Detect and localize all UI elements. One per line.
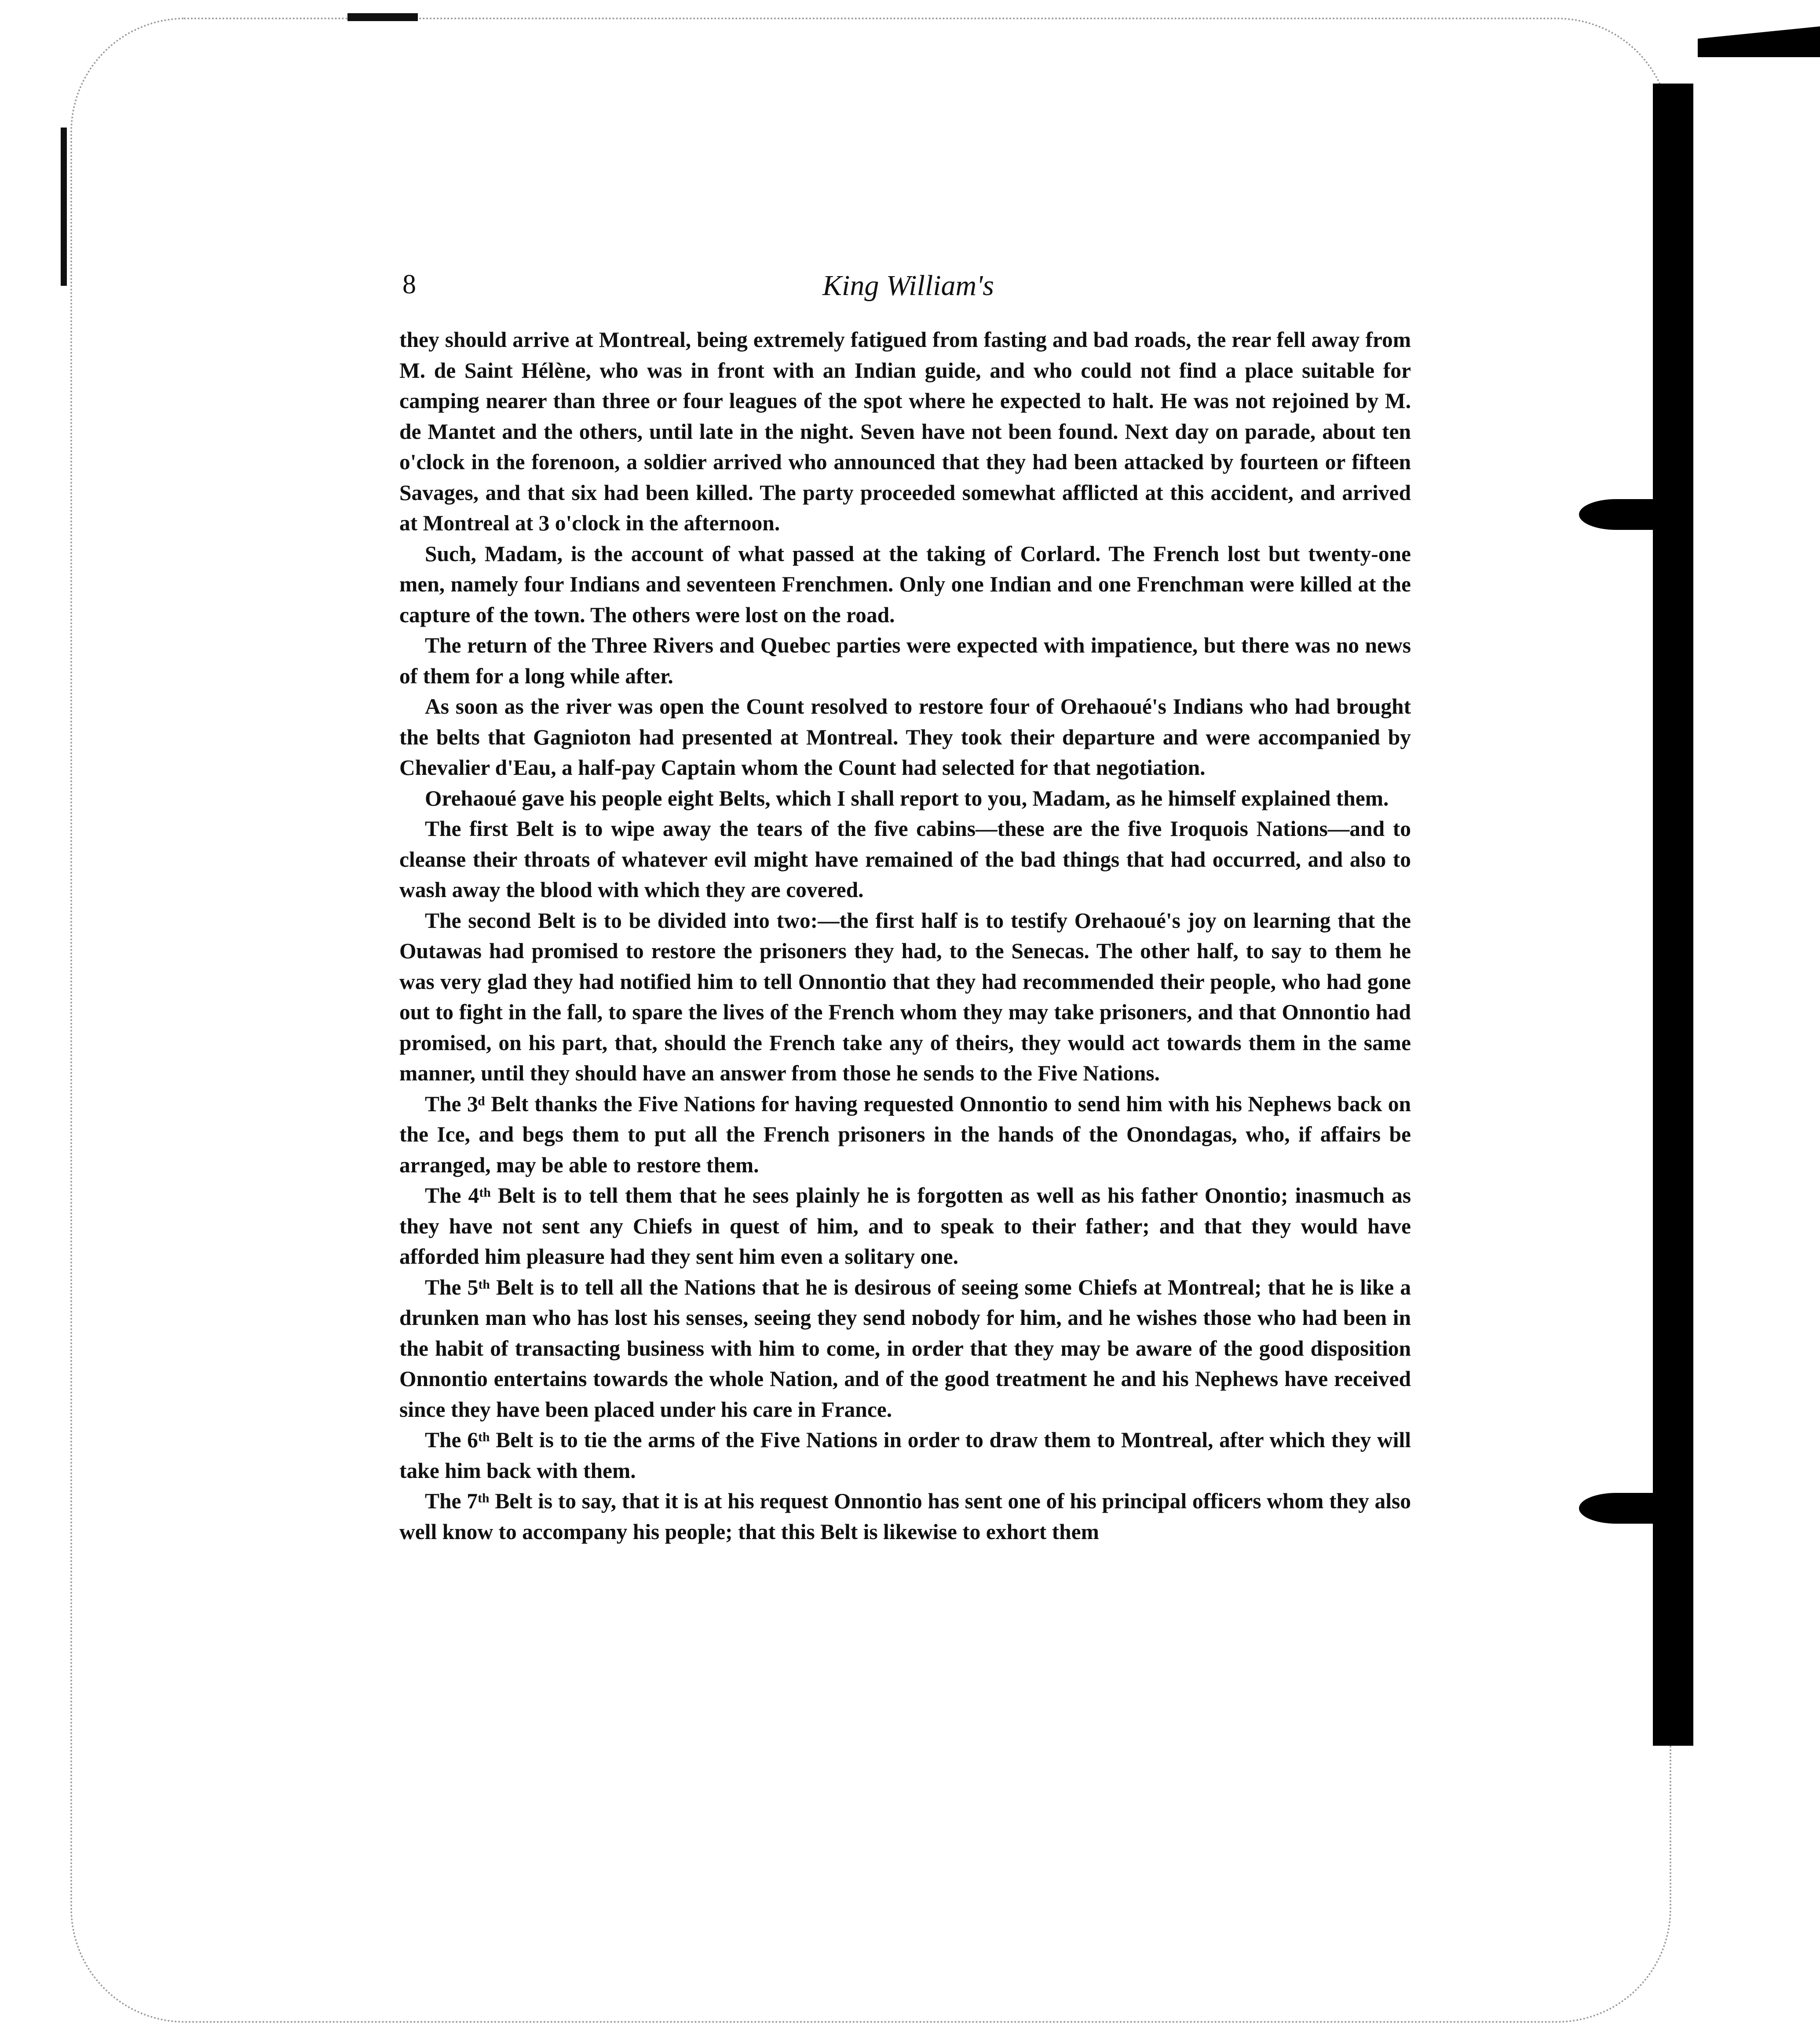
body-text bbox=[399, 325, 1411, 1547]
binding-clamp-lower bbox=[1579, 1493, 1654, 1524]
paragraph: The return of the Three Rivers and Quebec parties were expected with impatience, but there was no news of them for a long while after. bbox=[399, 633, 1411, 688]
paragraph: The second Belt is to be divided into two:—the first half is to testify Orehaoué's joy on learning that the Outawas had promised to restore the prisoners they had, to the Senecas. The other half, to say to them he was very glad they had notified him to tell Onnontio that they had recommended their people, who had gone out to fight in the fall, to spare the lives of the French whom they may take prisoners, and that Onnontio had promised, on his part, that, should the French take any of theirs, they would act towards them in the same manner, until they should have an answer from those he sends to the Five Nations. bbox=[399, 908, 1411, 1085]
binding-edge-top bbox=[1698, 26, 1820, 57]
paragraph: they should arrive at Montreal, being extremely fatigued from fasting and bad roads, the rear fell away from M. de Saint Hélène, who was in front with an Indian guide, and who could not find a place suitable for camping nearer than three or four leagues of the spot where he expected to halt. He was not rejoined by M. de Mantet and the others, until late in the night. Seven have not been found. Next day on parade, about ten o'clock in the forenoon, a soldier arrived who announced that they had been attacked by fourteen or fifteen Savages, and that six had been killed. The party proceeded somewhat afflicted at this accident, and arrived at Montreal at 3 o'clock in the afternoon. bbox=[399, 328, 1411, 535]
paragraph: As soon as the river was open the Count resolved to restore four of Orehaoué's Indians who had brought the belts that Gagnioton had presented at Montreal. They took their departure and were accompanied by Chevalier d'Eau, a half-pay Captain whom the Count had selected for that negotiation. bbox=[399, 694, 1411, 780]
page-header bbox=[402, 269, 1414, 309]
paragraph: The 6ᵗʰ Belt is to tie the arms of the Five Nations in order to draw them to Montreal, after which they will take him back with them. bbox=[399, 1428, 1411, 1483]
paragraph: Orehaoué gave his people eight Belts, which I shall report to you, Madam, as he himself explained them. bbox=[425, 786, 1389, 810]
running-title: King William's bbox=[822, 270, 994, 302]
scan-artifact-top bbox=[347, 13, 418, 21]
paragraph: Such, Madam, is the account of what passed at the taking of Corlard. The French lost but twenty-one men, namely four Indians and seventeen Frenchmen. Only one Indian and one Frenchman were killed at the capture of the town. The others were lost on the road. bbox=[399, 541, 1411, 627]
paragraph: The 5ᵗʰ Belt is to tell all the Nations that he is desirous of seeing some Chiefs at Montreal; that he is like a drunken man who has lost his senses, seeing they send nobody for him, and he wishes those who had been in the habit of transacting business with him to come, in order that they may be aware of the good disposition Onnontio entertains towards the whole Nation, and of the good treatment he and his Nephews have received since they have been placed under his care in France. bbox=[399, 1275, 1411, 1422]
scan-artifact-left bbox=[61, 128, 67, 286]
paragraph: The 7ᵗʰ Belt is to say, that it is at his request Onnontio has sent one of his principal officers whom they also well know to accompany his people; that this Belt is likewise to exhort them bbox=[399, 1489, 1411, 1544]
paragraph: The first Belt is to wipe away the tears of the five cabins—these are the five Iroquois Nations—and to cleanse their throats of whatever evil might have remained of the bad things that had occurred, and also to wash away the blood with which they are covered. bbox=[399, 817, 1411, 902]
paragraph: The 4ᵗʰ Belt is to tell them that he sees plainly he is forgotten as well as his father Onontio; inasmuch as they have not sent any Chiefs in quest of him, and to speak to their father; and that they would have afforded him pleasure had they sent him even a solitary one. bbox=[399, 1183, 1411, 1269]
paragraph: The 3ᵈ Belt thanks the Five Nations for having requested Onnontio to send him with his Nephews back on the Ice, and begs them to put all the French prisoners in the hands of the Onondagas, who, if affairs be arranged, may be able to restore them. bbox=[399, 1091, 1411, 1177]
binding-edge bbox=[1653, 84, 1693, 1746]
binding-clamp-upper bbox=[1579, 499, 1654, 530]
page-number: 8 bbox=[402, 270, 416, 299]
